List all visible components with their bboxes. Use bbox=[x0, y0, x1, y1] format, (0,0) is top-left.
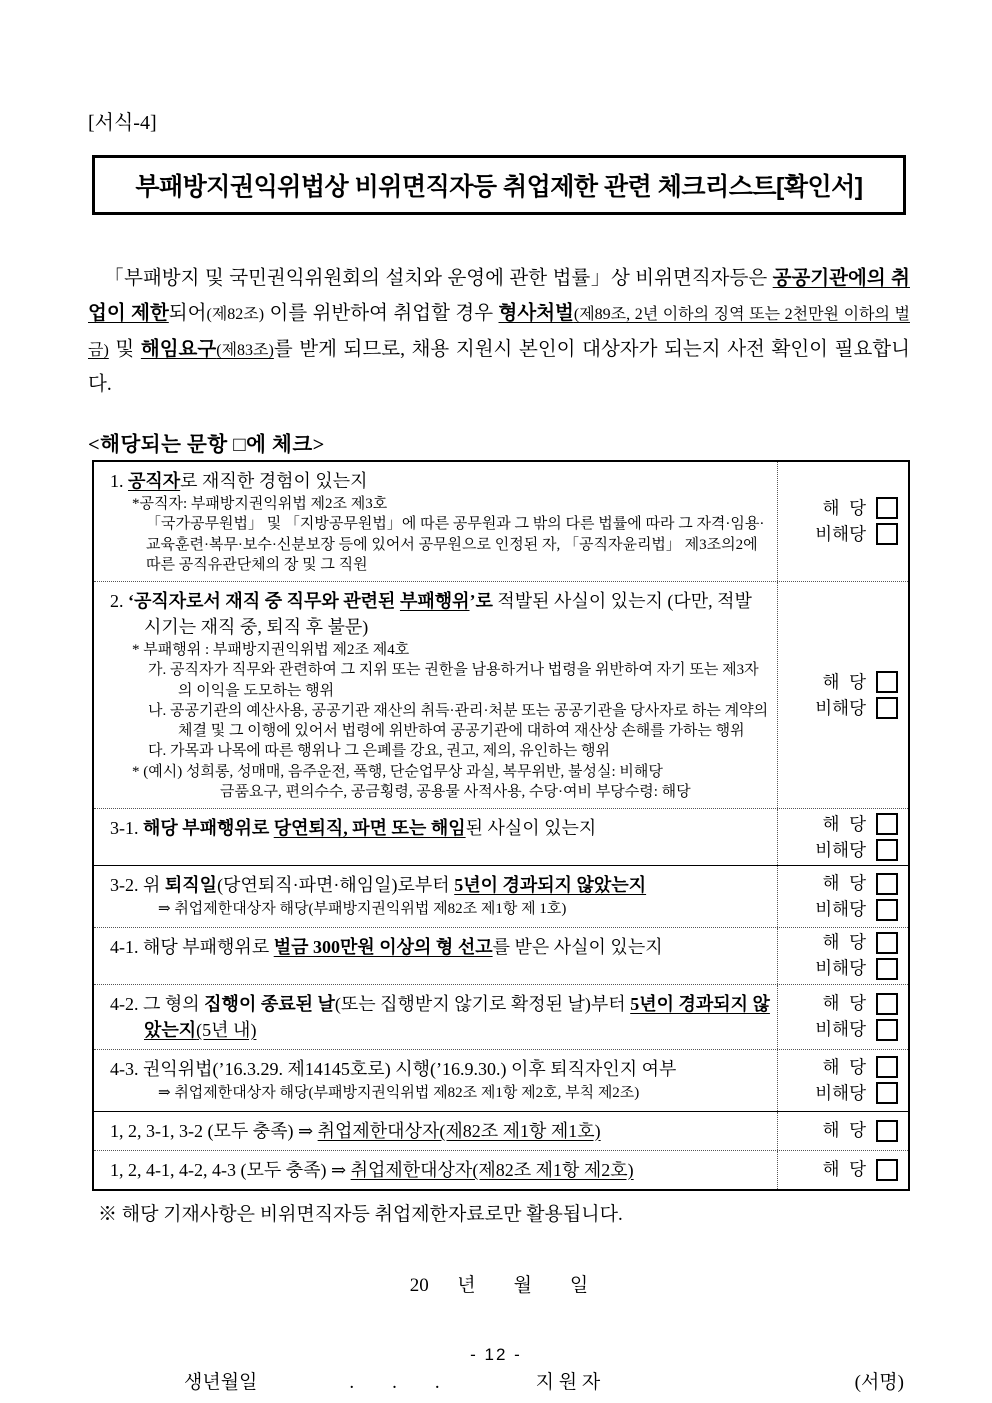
checkbox-option bbox=[780, 697, 898, 719]
question-line bbox=[102, 494, 771, 514]
text-segment: 부패행위 bbox=[399, 591, 470, 612]
page-number: - 12 - bbox=[470, 1345, 522, 1364]
text-segment: * 부패행위 : 부패방지권익위법 제2조 제4호 bbox=[132, 642, 410, 659]
option-label: 해당 bbox=[822, 671, 876, 692]
question-line bbox=[102, 782, 771, 802]
checkbox[interactable] bbox=[876, 1159, 898, 1181]
option-label: 비해당 bbox=[815, 1019, 866, 1040]
option-label: 비해당 bbox=[815, 958, 866, 979]
question-cell bbox=[94, 462, 778, 581]
applicant-label: 지 원 자 bbox=[535, 1371, 601, 1393]
text-segment: 이를 위반하여 취업할 경우 bbox=[264, 303, 499, 325]
text-segment: * (예시) 성희롱, 성매매, 음주운전, 폭행, 단순업무상 과실, 복무위반, 불성실: 비해당 bbox=[132, 763, 663, 780]
option-label: 해당 bbox=[822, 1056, 876, 1077]
text-segment: ‘공직자로서 재직 중 직무와 관련된 bbox=[128, 591, 400, 612]
text-segment: 「국가공무원법」 및 「지방공무원법」에 따른 공무원과 그 밖의 다른 법률에 따라 그 자격·임용·교육훈련·복무·보수·신분보장 등에 있어서 공무원으로 인정된 자, 「공직자윤리법」 제3조의2에 따른 공직유관단체의 장 및 그 직원 bbox=[146, 516, 765, 573]
table-row bbox=[94, 1112, 908, 1151]
checkbox-option bbox=[780, 932, 898, 954]
question-cell bbox=[94, 866, 778, 927]
text-segment: 3-1. bbox=[110, 818, 143, 839]
question-cell bbox=[94, 1151, 778, 1189]
text-segment: 2. bbox=[110, 591, 128, 612]
option-label: 비해당 bbox=[815, 523, 866, 544]
answer-cell bbox=[778, 1151, 908, 1189]
checkbox[interactable] bbox=[876, 873, 898, 895]
text-segment: (또는 집행받지 않기로 확정된 날)부터 bbox=[334, 993, 631, 1014]
table-row bbox=[94, 1050, 908, 1112]
text-segment: 적발된 사실이 있는지 (다만, 적발 시기는 재직 중, 퇴직 후 불문) bbox=[144, 591, 752, 638]
text-segment: 당연퇴직, 파면 또는 해임 bbox=[273, 818, 466, 839]
birthdate-dots: . . . bbox=[349, 1371, 440, 1393]
text-segment: 를 받은 사실이 있는지 bbox=[492, 936, 663, 957]
checkbox[interactable] bbox=[876, 839, 898, 861]
text-segment: 5년이 경과되지 않았는지 bbox=[454, 875, 647, 896]
text-segment: (제89조, 2년 이하의 징역 또는 2천만원 이하의 벌금) bbox=[88, 306, 910, 359]
question-line bbox=[102, 640, 771, 660]
text-segment: 다. 가목과 나목에 따른 행위나 그 은폐를 강요, 권고, 제의, 유인하는 행위 bbox=[148, 743, 610, 760]
question-line bbox=[102, 514, 771, 575]
question-line bbox=[102, 815, 771, 841]
answer-cell bbox=[778, 928, 908, 984]
checkbox-option bbox=[780, 993, 898, 1015]
checkbox-option bbox=[780, 839, 898, 861]
table-row bbox=[94, 462, 908, 582]
check-heading: <해당되는 문항 □에 체크> bbox=[88, 433, 325, 456]
question-line bbox=[102, 934, 771, 960]
text-segment: 퇴직일 bbox=[164, 875, 218, 896]
answer-cell bbox=[778, 582, 908, 808]
answer-cell bbox=[778, 1112, 908, 1150]
title-box bbox=[92, 155, 906, 215]
text-segment: 된 사실이 있는지 bbox=[465, 818, 597, 839]
checkbox-option bbox=[780, 899, 898, 921]
question-cell bbox=[94, 1112, 778, 1150]
question-line bbox=[102, 762, 771, 782]
table-row bbox=[94, 1151, 908, 1189]
checkbox-option bbox=[780, 813, 898, 835]
option-label: 비해당 bbox=[815, 839, 866, 860]
text-segment: 해당 부패행위로 bbox=[143, 818, 274, 839]
text-segment: 및 bbox=[108, 338, 141, 360]
checkbox-option bbox=[780, 1082, 898, 1104]
option-label: 해당 bbox=[822, 873, 876, 894]
option-label: 해당 bbox=[822, 497, 876, 518]
question-cell bbox=[94, 985, 778, 1049]
checkbox-option bbox=[780, 873, 898, 895]
text-segment: 집행이 종료된 날 bbox=[204, 993, 335, 1014]
text-segment: 형사처벌 bbox=[498, 303, 574, 325]
checkbox[interactable] bbox=[876, 813, 898, 835]
question-line bbox=[102, 660, 771, 701]
checkbox[interactable] bbox=[876, 1056, 898, 1078]
text-segment: (제83조) bbox=[216, 341, 274, 359]
question-line bbox=[102, 741, 771, 761]
checklist-table bbox=[92, 460, 910, 1191]
answer-cell bbox=[778, 462, 908, 581]
checkbox[interactable] bbox=[876, 523, 898, 545]
checkbox[interactable] bbox=[876, 1082, 898, 1104]
option-label: 비해당 bbox=[815, 1082, 866, 1103]
question-cell bbox=[94, 582, 778, 808]
checkbox[interactable] bbox=[876, 993, 898, 1015]
question-line bbox=[102, 468, 771, 494]
text-segment: ⇒ 취업제한대상자 해당(부패방지권익위법 제82조 제1항 제2호, 부칙 제2조) bbox=[158, 1085, 640, 1102]
question-cell bbox=[94, 928, 778, 984]
checkbox-option bbox=[780, 958, 898, 980]
checkbox[interactable] bbox=[876, 671, 898, 693]
text-segment: 취업제한대상자(제82조 제1항 제2호) bbox=[350, 1159, 634, 1180]
question-line bbox=[102, 1118, 771, 1144]
text-segment: (당연퇴직·파면·해임일)로부터 bbox=[217, 875, 455, 896]
text-segment: 「부패방지 및 국민권익위원회의 설치와 운영에 관한 법률」상 비위면직자등은 bbox=[104, 268, 773, 289]
table-row bbox=[94, 866, 908, 928]
text-segment: ’로 bbox=[469, 591, 493, 612]
checkbox-option bbox=[780, 671, 898, 693]
date-line: 20 년 월 일 bbox=[409, 1274, 589, 1296]
text-segment: 금품요구, 편의수수, 공금횡령, 공용물 사적사용, 수당·여비 부당수령: 해당 bbox=[220, 783, 691, 800]
text-segment: 5년이 경과되지 않았는지 bbox=[144, 993, 770, 1040]
text-segment: 되어 bbox=[168, 303, 207, 325]
text-segment: ⇒ 취업제한대상자 해당(부패방지권익위법 제82조 제1항 제 1호) bbox=[158, 901, 567, 918]
text-segment: *공직자: 부패방지권익위법 제2조 제3호 bbox=[132, 496, 388, 513]
option-label: 해당 bbox=[822, 932, 876, 953]
text-segment: 공직자 bbox=[128, 470, 181, 491]
text-segment: 1, 2, 4-1, 4-2, 4-3 (모두 충족) ⇒ bbox=[110, 1159, 351, 1180]
checkbox[interactable] bbox=[876, 697, 898, 719]
question-line bbox=[102, 991, 771, 1043]
text-segment: 나. 공공기관의 예산사용, 공공기관 재산의 취득·관리·처분 또는 공공기관을 당사자로 하는 계약의 체결 및 그 이행에 있어서 법령에 위반하여 공공기관에 대하여 재산상 손해를 가하는 행위 bbox=[148, 702, 769, 740]
checkbox-option bbox=[780, 523, 898, 545]
intro-paragraph bbox=[88, 261, 910, 403]
usage-note: ※ 해당 기재사항은 비위면직자등 취업제한자료로만 활용됩니다. bbox=[98, 1203, 623, 1225]
text-segment: 1. bbox=[110, 470, 128, 491]
text-segment: 해임요구 bbox=[140, 338, 217, 360]
table-row bbox=[94, 809, 908, 866]
answer-cell bbox=[778, 866, 908, 927]
question-line bbox=[102, 898, 771, 921]
option-label: 해당 bbox=[822, 1159, 876, 1180]
text-segment: 4-1. 해당 부패행위로 bbox=[110, 936, 274, 957]
text-segment: 가. 공직자가 직무와 관련하여 그 지위 또는 권한을 남용하거나 법령을 위반하여 자기 또는 제3자의 이익을 도모하는 행위 bbox=[148, 662, 759, 699]
table-row bbox=[94, 928, 908, 985]
table-row bbox=[94, 582, 908, 809]
text-segment: 로 재직한 경험이 있는지 bbox=[180, 470, 368, 491]
question-line bbox=[102, 701, 771, 742]
checkbox[interactable] bbox=[876, 497, 898, 519]
checkbox-option bbox=[780, 1159, 898, 1181]
option-label: 해당 bbox=[822, 1120, 876, 1141]
text-segment: 1, 2, 3-1, 3-2 (모두 충족) ⇒ bbox=[110, 1120, 318, 1141]
text-segment: 벌금 300만원 이상의 형 선고 bbox=[273, 936, 493, 957]
text-segment: 공공기관에의 취업이 제한 bbox=[88, 268, 910, 325]
question-cell bbox=[94, 1050, 778, 1111]
option-label: 비해당 bbox=[815, 697, 866, 718]
text-segment: (제82조) bbox=[206, 306, 265, 324]
signature-line bbox=[88, 1367, 910, 1394]
answer-cell bbox=[778, 809, 908, 865]
signature-label: (서명) bbox=[854, 1371, 904, 1393]
question-line bbox=[102, 1157, 771, 1183]
text-segment: 를 받게 되므로, 채용 지원시 본인이 대상자가 되는지 사전 확인이 필요합니다. bbox=[88, 338, 910, 396]
question-cell bbox=[94, 809, 778, 865]
birthdate-label: 생년월일 bbox=[184, 1371, 258, 1393]
question-line bbox=[102, 588, 771, 640]
text-segment: 취업제한대상자(제82조 제1항 제1호) bbox=[317, 1120, 601, 1141]
option-label: 해당 bbox=[822, 813, 876, 834]
answer-cell bbox=[778, 985, 908, 1049]
checkbox[interactable] bbox=[876, 958, 898, 980]
checkbox-option bbox=[780, 1120, 898, 1142]
option-label: 해당 bbox=[822, 993, 876, 1014]
text-segment: (5년 내) bbox=[196, 1019, 257, 1040]
question-line bbox=[102, 1056, 771, 1082]
checkbox[interactable] bbox=[876, 932, 898, 954]
text-segment: 4-3. 권익위법(’16.3.29. 제14145호로) 시행(’16.9.30.) 이후 퇴직자인지 여부 bbox=[110, 1059, 677, 1079]
text-segment: 3-2. 위 bbox=[110, 875, 165, 896]
answer-cell bbox=[778, 1050, 908, 1111]
checkbox-option bbox=[780, 497, 898, 519]
question-line bbox=[102, 872, 771, 898]
checkbox-option bbox=[780, 1056, 898, 1078]
form-label: [서식-4] bbox=[88, 112, 157, 134]
option-label: 비해당 bbox=[815, 899, 866, 920]
text-segment: 4-2. 그 형의 bbox=[110, 993, 205, 1014]
page-title: 부패방지권익위법상 비위면직자등 취업제한 관련 체크리스트[확인서] bbox=[135, 173, 863, 201]
question-line bbox=[102, 1082, 771, 1105]
checkbox-option bbox=[780, 1019, 898, 1041]
checkbox[interactable] bbox=[876, 1019, 898, 1041]
checkbox[interactable] bbox=[876, 899, 898, 921]
table-row bbox=[94, 985, 908, 1050]
checkbox[interactable] bbox=[876, 1120, 898, 1142]
